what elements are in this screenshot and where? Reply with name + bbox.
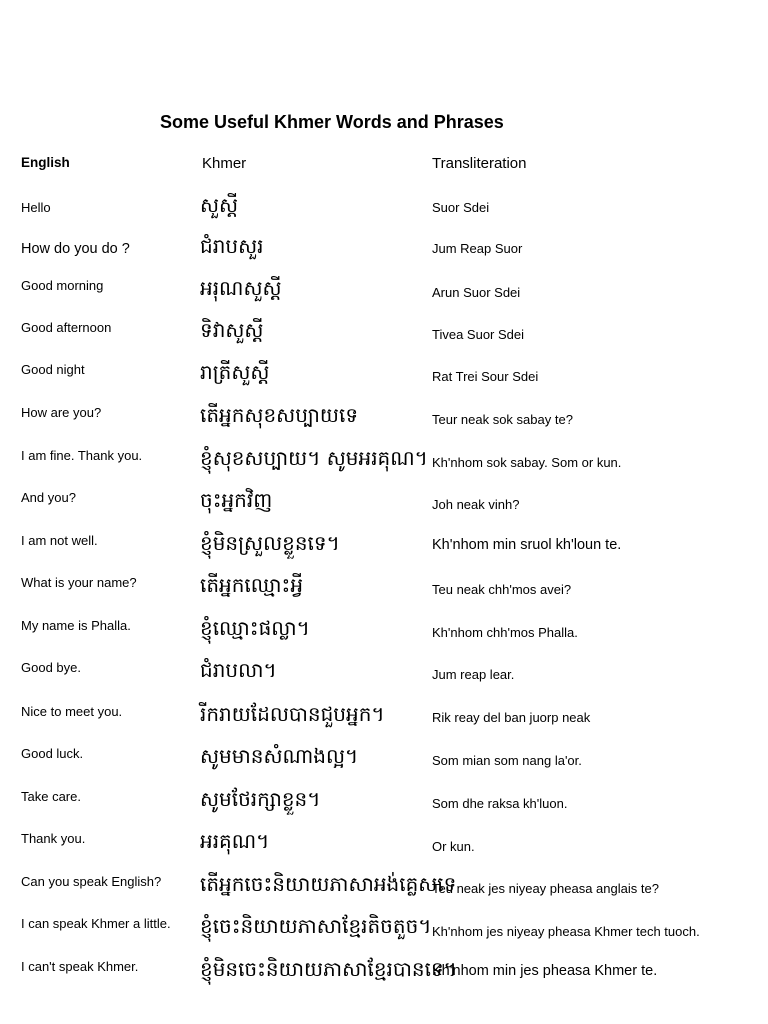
khmer-text: សូមថែរក្សាខ្លួន។ [200, 787, 321, 811]
phrase-row [0, 575, 768, 615]
english-text: What is your name? [21, 575, 137, 590]
transliteration-text: Arun Suor Sdei [432, 285, 521, 300]
english-text: Good afternoon [21, 320, 112, 335]
english-text: And you? [21, 490, 76, 505]
transliteration-text: Teu neak chh'mos avei? [432, 582, 572, 597]
khmer-text: ខ្ញុំមិនស្រួលខ្លួនទេ។ [200, 531, 340, 555]
khmer-text: សូមមានសំណាងល្អ។ [200, 744, 359, 768]
transliteration-text: Kh'nhom jes niyeay pheasa Khmer tech tuoch. [432, 924, 700, 939]
header-khmer: Khmer [202, 155, 247, 172]
khmer-text: រីករាយដែលបានជួបអ្នក។ [200, 702, 385, 726]
english-text: Hello [21, 200, 51, 215]
transliteration-text: Jum reap lear. [432, 667, 515, 682]
phrase-row [0, 660, 768, 700]
khmer-text: ជំរាបសួរ [200, 234, 264, 258]
english-text: I am fine. Thank you. [21, 448, 143, 463]
phrase-row [0, 874, 768, 914]
khmer-text: ចុះអ្នកវិញ [200, 488, 273, 512]
phrase-row [0, 533, 768, 573]
transliteration-text: Jum Reap Suor [432, 241, 523, 256]
phrase-row [0, 278, 768, 318]
header-transliteration: Transliteration [432, 155, 527, 172]
khmer-text: ជំរាបលា។ [200, 658, 277, 682]
transliteration-text: Kh'nhom min jes pheasa Khmer te. [432, 963, 658, 979]
header-english: English [21, 155, 70, 170]
khmer-text: ខ្ញុំឈ្មោះផល្លា។ [200, 616, 310, 640]
khmer-text: ខ្ញុំចេះនិយាយភាសាខ្មែរតិចតួច។ [200, 914, 432, 938]
english-text: Good luck. [21, 746, 84, 761]
english-text: Thank you. [21, 831, 86, 846]
transliteration-text: Teu neak jes niyeay pheasa anglais te? [432, 881, 659, 896]
english-text: I can't speak Khmer. [21, 959, 139, 974]
khmer-text: អរុណសួស្តី [200, 276, 282, 300]
transliteration-text: Kh'nhom min sruol kh'loun te. [432, 537, 622, 553]
phrase-row [0, 704, 768, 744]
khmer-text: តើអ្នកឈ្មោះអ្វី [200, 573, 304, 597]
transliteration-text: Tivea Suor Sdei [432, 327, 525, 342]
transliteration-text: Rik reay del ban juorp neak [432, 710, 591, 725]
transliteration-text: Kh'nhom sok sabay. Som or kun. [432, 455, 622, 470]
english-text: How are you? [21, 405, 102, 420]
phrase-row [0, 362, 768, 402]
english-text: Good morning [21, 278, 104, 293]
english-text: How do you do ? [21, 241, 130, 257]
transliteration-text: Teur neak sok sabay te? [432, 412, 573, 427]
transliteration-text: Som mian som nang la'or. [432, 753, 582, 768]
khmer-text: អរគុណ។ [200, 829, 270, 853]
khmer-text: ខ្ញុំមិនចេះនិយាយភាសាខ្មែរបានទេ។ [200, 957, 457, 981]
document-title: Some Useful Khmer Words and Phrases [160, 112, 504, 132]
transliteration-text: Rat Trei Sour Sdei [432, 369, 539, 384]
phrase-row [0, 746, 768, 786]
khmer-text: តើអ្នកចេះនិយាយភាសាអង់គ្លេសទេ [200, 872, 457, 896]
phrase-row [0, 789, 768, 829]
khmer-text: ខ្ញុំសុខសប្បាយ។ សូមអរគុណ។ [200, 446, 428, 470]
transliteration-text: Suor Sdei [432, 200, 490, 215]
english-text: My name is Phalla. [21, 618, 131, 633]
english-text: Good night [21, 362, 85, 377]
phrase-row [0, 959, 768, 999]
phrase-row [0, 193, 768, 240]
phrase-row [0, 320, 768, 360]
khmer-text: សួស្តី [200, 193, 239, 217]
english-text: Take care. [21, 789, 81, 804]
phrase-row [0, 448, 768, 488]
transliteration-text: Som dhe raksa kh'luon. [432, 796, 568, 811]
english-text: Nice to meet you. [21, 704, 123, 719]
phrase-row [0, 490, 768, 530]
transliteration-text: Or kun. [432, 839, 475, 854]
english-text: Can you speak English? [21, 874, 162, 889]
khmer-text: តើអ្នកសុខសប្បាយទេ [200, 403, 359, 427]
english-text: I can speak Khmer a little. [21, 916, 171, 931]
khmer-text: ទិវាសួស្តី [200, 318, 264, 342]
english-text: I am not well. [21, 533, 98, 548]
phrase-row [0, 916, 768, 956]
transliteration-text: Kh'nhom chh'mos Phalla. [432, 625, 578, 640]
phrase-row [0, 234, 768, 281]
transliteration-text: Joh neak vinh? [432, 497, 520, 512]
khmer-text: រាត្រីសួស្តី [200, 360, 270, 384]
phrase-row [0, 618, 768, 658]
english-text: Good bye. [21, 660, 81, 675]
phrase-row [0, 831, 768, 871]
phrase-row [0, 405, 768, 445]
